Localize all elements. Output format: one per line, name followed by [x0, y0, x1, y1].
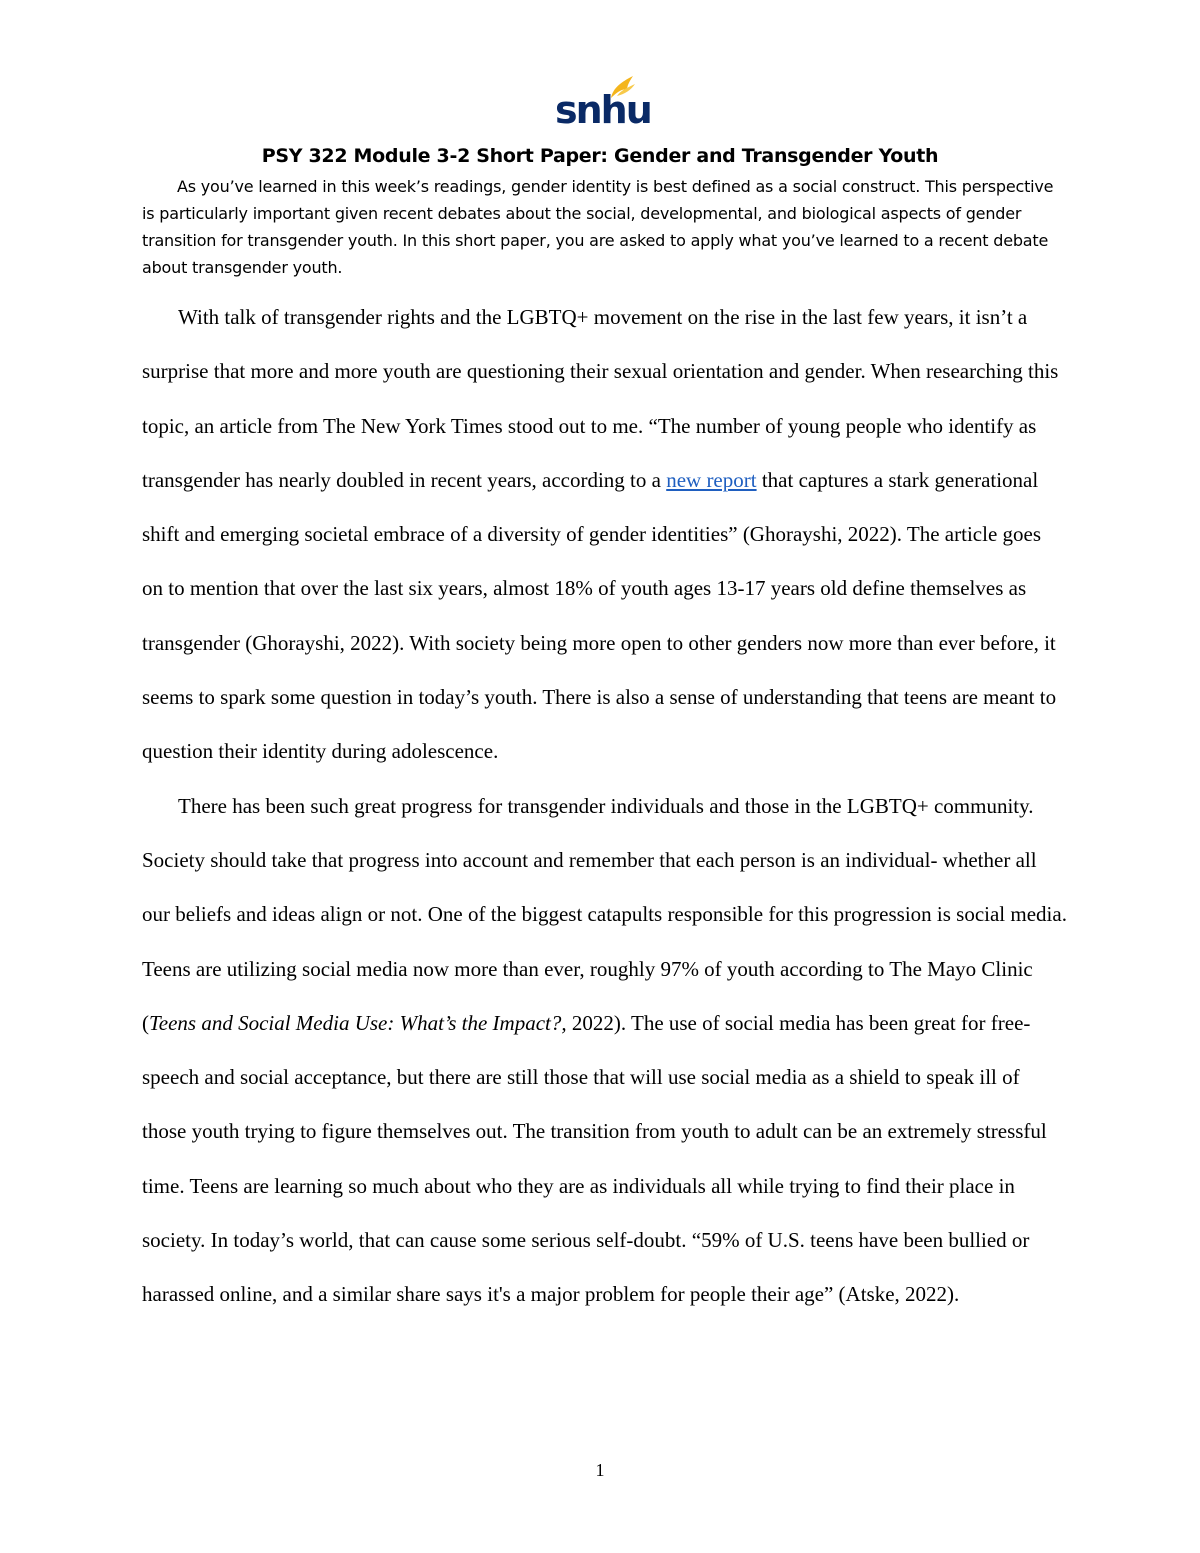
logo-wordmark: snhu — [555, 88, 651, 132]
paragraph-2-text-a: There has been such great progress for transgender individuals and those in the LGBTQ+ community. Society should take that progress into account and remember that each person is an individual- whether all our beliefs and ideas align or not. One of the biggest catapults responsible for this progression is social media. Teens are utilizing social media now more than ever, roughly 97% of youth according to The Mayo Clinic ( — [142, 793, 1067, 1035]
essay-body — [142, 290, 1067, 1322]
page-title: PSY 322 Module 3-2 Short Paper: Gender and Transgender Youth — [261, 145, 939, 167]
paragraph-2 — [142, 779, 1067, 1322]
page-number: 1 — [595, 1460, 605, 1480]
snhu-logo — [555, 74, 651, 132]
assignment-prompt: As you’ve learned in this week’s readings, gender identity is best defined as a social construct. This perspective is particularly important given recent debates about the social, developmental, and biological aspects of gender transition for transgender youth. In this short paper, you are asked to apply what you’ve learned to a recent debate about transgender youth. — [142, 177, 1054, 277]
paragraph-1-text-b: that captures a stark generational shift and emerging societal embrace of a diversity of gender identities” (Ghorayshi, 2022). The article goes on to mention that over the last six years, almost 18% of youth ages 13-17 years old define themselves as transgender (Ghorayshi, 2022). With society being more open to other genders now more than ever before, it seems to spark some question in today’s youth. There is also a sense of understanding that teens are meant to question their identity during adolescence. — [142, 467, 1057, 764]
new-report-link[interactable]: new report — [666, 467, 757, 492]
paragraph-1 — [142, 290, 1067, 779]
paragraph-1-text-a: With talk of transgender rights and the LGBTQ+ movement on the rise in the last few years, it isn’t a surprise that more and more youth are questioning their sexual orientation and gender. When researching this topic, an article from The New York Times stood out to me. “The number of young people who identify as transgender has nearly doubled in recent years, according to a — [142, 305, 1059, 492]
paragraph-2-text-b: 2022). The use of social media has been great for free-speech and social acceptance, but there are still those that will use social media as a shield to speak ill of those youth trying to figure themselves out. The transition from youth to adult can be an extremely stressful time. Teens are learning so much about who they are as individuals all while trying to find their place in society. In today’s world, that can cause some serious self-doubt. “59% of U.S. teens have been bullied or harassed online, and a similar share says it's a major problem for people their age” (Atske, 2022). — [142, 1010, 1047, 1307]
cited-article-title: Teens and Social Media Use: What’s the Impact?, — [149, 1010, 567, 1035]
